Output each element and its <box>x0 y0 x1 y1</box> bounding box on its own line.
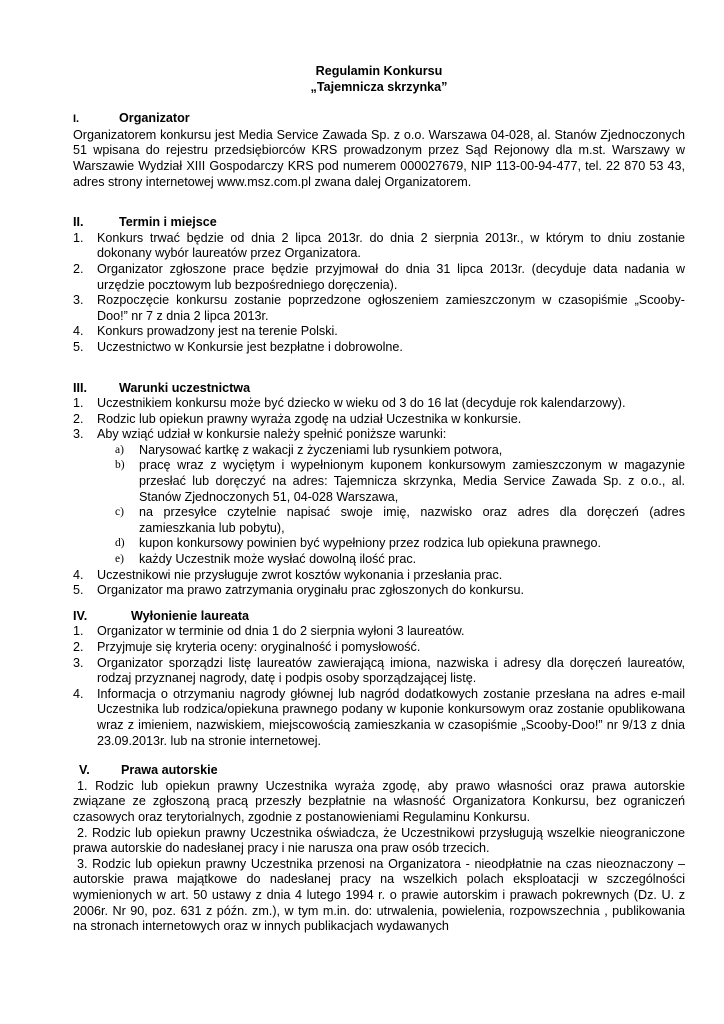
sub-item-letter: e) <box>115 553 124 566</box>
sub-list-item <box>115 505 685 536</box>
sub-item-letter: d) <box>115 537 125 550</box>
item-text: Przyjmuje się kryteria oceny: oryginalność i pomysłowość. <box>97 640 421 654</box>
sub-item-letter: b) <box>115 459 125 472</box>
winners-list <box>73 624 685 749</box>
section-title: Termin i miejsce <box>119 215 217 230</box>
item-number: 1. <box>73 230 84 245</box>
copyright-paragraph: 1. Rodzic lub opiekun prawny Uczestnika wyraża zgodę, aby prawo własności oraz prawa autorskie związane ze zgłoszoną pracą przeszły bezpłatnie na własność Organizatora Konkursu, bez ograniczeń czasowych oraz terytorialnych, zgodnie z postanowieniami Regulaminu Konkursu. <box>73 778 685 824</box>
section-heading-organizer <box>73 111 685 128</box>
section-title: Prawa autorskie <box>121 763 218 778</box>
item-text: Informacja o otrzymaniu nagrody głównej lub nagród dodatkowych zostanie przesłana na adres e-mail Uczestnika lub rodzica/opiekuna prawnego podany w kuponie konkursowym oraz zostanie opublikowana wraz z imieniem, nazwiskiem, miejscowością zamieszkania w czasopiśmie „Scooby-Doo!” nr 9/13 z dnia 23.09.2013r. lub na stronie internetowej. <box>97 686 685 748</box>
sub-list-item <box>115 443 685 459</box>
section-title: Organizator <box>119 111 190 126</box>
copyright-paragraph: 3. Rodzic lub opiekun prawny Uczestnika przenosi na Organizatora - nieodpłatnie na czas nieoznaczony – autorskie prawa majątkowe do nadesłanej pracy na wszelkich polach eksploatacji w szczególności wymienionych w art. 50 ustawy z dnia 4 lutego 1994 r. o prawie autorskim i prawach pokrewnych (Dz. U. z 2006r. Nr 90, poz. 631 z późn. zm.), w tym m.in. do: utrwalenia, powielenia, rozpowszechnia , publikowania na stronach internetowych oraz w innych publikacjach wydawanych <box>73 856 685 934</box>
contest-name: „Tajemnicza skrzynka” <box>310 79 448 94</box>
section-title: Wyłonienie laureata <box>131 608 250 623</box>
sub-item-letter: c) <box>115 506 124 519</box>
item-number: 3. <box>73 293 84 308</box>
item-text: Konkurs prowadzony jest na terenie Polski. <box>97 324 338 339</box>
list-item <box>73 624 685 640</box>
item-number: 2. <box>73 640 84 654</box>
item-number: 2. <box>73 261 84 276</box>
copyright-paragraph: 2. Rodzic lub opiekun prawny Uczestnika oświadcza, że Uczestnikowi przysługują wszelkie nieograniczone prawa autorskie do nadesłanej pracy i nie narusza ona praw osób trzecich. <box>73 825 685 856</box>
list-item <box>73 687 685 749</box>
conditions-list <box>73 396 685 599</box>
list-item <box>73 640 685 656</box>
item-number: 4. <box>73 324 84 339</box>
item-text: Organizator sporządzi listę laureatów zawierającą imiona, nazwiska i adresy dla doręczeń laureatów, rodzaj przyznanej nagrody, datę i podpis osoby sporządzającej listę. <box>97 655 685 686</box>
section-number: IV. <box>73 608 88 623</box>
list-item <box>73 427 685 443</box>
section-number: III. <box>73 380 87 395</box>
list-item <box>73 656 685 687</box>
document-title: Regulamin Konkursu <box>315 64 443 78</box>
item-number: 4. <box>73 567 84 582</box>
item-text: Organizator ma prawo zatrzymania oryginału prac zgłoszonych do konkursu. <box>97 583 524 598</box>
sub-item-text: kupon konkursowy powinien być wypełniony przez rodzica lub opiekuna prawnego. <box>139 536 602 551</box>
document-page <box>73 64 685 935</box>
list-item <box>73 412 685 428</box>
item-text: Organizator zgłoszone prace będzie przyjmował do dnia 31 lipca 2013r. (decyduje data nadania w urzędzie pocztowym lub bezpośredniego doręczenia). <box>97 261 685 292</box>
section-heading-term <box>73 215 685 231</box>
list-item <box>73 568 685 584</box>
item-text: Uczestnikowi nie przysługuje zwrot kosztów wykonania i przesłania prac. <box>97 567 503 582</box>
item-text: Uczestnictwo w Konkursie jest bezpłatne i dobrowolne. <box>97 339 403 354</box>
list-item <box>73 324 685 340</box>
sub-item-text: na przesyłce czytelnie napisać swoje imię, nazwisko oraz adres dla doręczeń (adres zamieszkania lub pobytu), <box>139 505 685 535</box>
list-item <box>73 396 685 412</box>
sub-item-text: Narysować kartkę z wakacji z życzeniami lub rysunkiem potwora, <box>139 442 503 457</box>
item-number: 3. <box>73 427 84 442</box>
list-item <box>73 293 685 324</box>
item-text: Rodzic lub opiekun prawny wyraża zgodę na udział Uczestnika w konkursie. <box>97 411 522 426</box>
term-list <box>73 231 685 356</box>
section-title: Warunki uczestnictwa <box>119 380 251 395</box>
section-heading-conditions <box>73 381 685 397</box>
item-text: Uczestnikiem konkursu może być dziecko w wieku od 3 do 16 lat (decyduje rok kalendarzowy). <box>97 396 626 411</box>
sub-list-item <box>115 552 685 568</box>
sub-list-item <box>115 458 685 505</box>
item-number: 1. <box>73 396 84 411</box>
item-text: Rozpoczęcie konkursu zostanie poprzedzone ogłoszeniem zamieszczonym w czasopiśmie „Scooby-Doo!” nr 7 z dnia 2 lipca 2013r. <box>97 293 685 323</box>
item-number: 5. <box>73 339 84 354</box>
item-number: 5. <box>73 583 84 598</box>
item-number: 2. <box>73 411 84 426</box>
item-number: 3. <box>73 655 84 670</box>
item-text: Aby wziąć udział w konkursie należy spełnić poniższe warunki: <box>97 427 447 442</box>
list-item <box>73 340 685 356</box>
section-heading-copyright <box>73 763 685 779</box>
section-number: II. <box>73 215 84 230</box>
list-item <box>73 583 685 599</box>
section-number: I. <box>73 113 80 126</box>
sub-item-letter: a) <box>115 443 124 456</box>
item-number: 1. <box>73 624 84 639</box>
section-number: V. <box>79 763 90 778</box>
section-heading-winners <box>73 609 685 625</box>
sub-item-text: pracę wraz z wyciętym i wypełnionym kuponem konkursowym zamieszczonym w magazynie przesłać lub doręczyć na adres: Tajemnicza skrzynka, Media Service Zawada Sp. z o.o., al. Stanów Zjednoczonych 51, 04-028 Warszawa, <box>139 458 685 504</box>
item-number: 4. <box>73 686 84 701</box>
list-item <box>73 231 685 262</box>
list-item <box>73 262 685 293</box>
organizer-text: Organizatorem konkursu jest Media Service Zawada Sp. z o.o. Warszawa 04-028, al. Stanów Zjednoczonych 51 wpisana do rejestru przedsiębiorców KRS prowadzonym przez Sąd Rejonowy dla m.st. Warszawy w Warszawie Wydział XIII Gospodarczy KRS pod numerem 000027679, NIP 113-00-94-477, tel. 22 870 53 43, adres strony internetowej www.msz.com.pl zwana dalej Organizatorem. <box>73 127 685 189</box>
item-text: Organizator w terminie od dnia 1 do 2 sierpnia wyłoni 3 laureatów. <box>97 624 465 639</box>
item-text: Konkurs trwać będzie od dnia 2 lipca 2013r. do dnia 2 sierpnia 2013r., w którym to dniu zostanie dokonany wybór laureatów przez Organizatora. <box>97 230 685 261</box>
sub-list-item <box>115 536 685 552</box>
sub-item-text: każdy Uczestnik może wysłać dowolną ilość prac. <box>139 552 417 567</box>
